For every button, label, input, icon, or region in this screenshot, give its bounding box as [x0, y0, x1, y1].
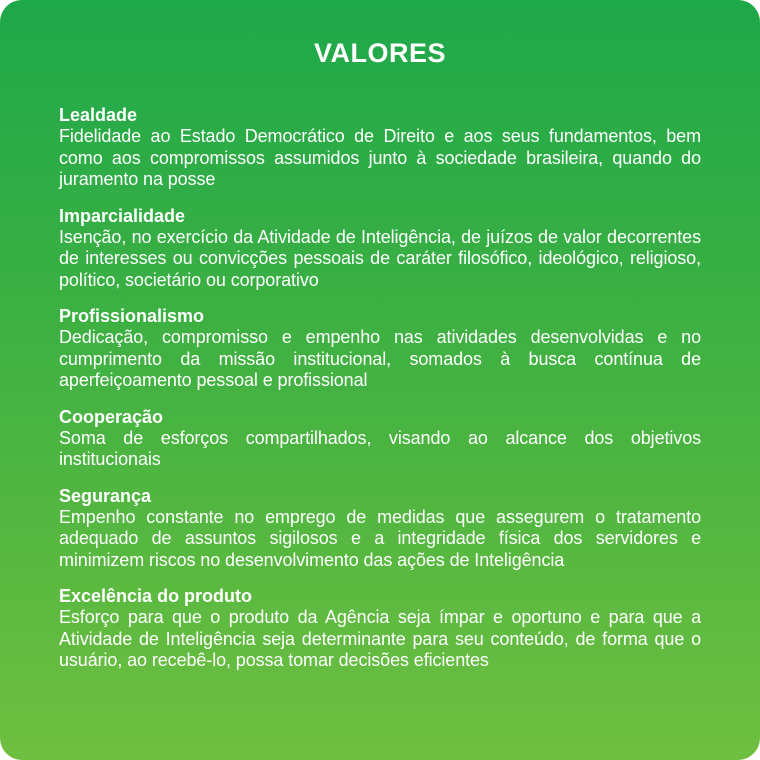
value-name: Segurança [59, 485, 152, 506]
value-description: Esforço para que o produto da Agência seja ímpar e oportuno e para que a Atividade de Inteligência seja determinante para seu conteúdo, de forma que o usuário, ao recebê-lo, possa tomar decisões eficientes [59, 607, 701, 670]
value-item-imparcialidade [59, 205, 701, 292]
value-item-excelencia-do-produto [59, 585, 701, 672]
values-list [59, 104, 701, 686]
value-description: Dedicação, compromisso e empenho nas atividades desenvolvidas e no cumprimento da missão institucional, somados à busca contínua de aperfeiçoamento pessoal e profissional [59, 327, 701, 390]
value-item-profissionalismo [59, 305, 701, 392]
value-description: Fidelidade ao Estado Democrático de Direito e aos seus fundamentos, bem como aos compromissos assumidos junto à sociedade brasileira, quando do juramento na posse [59, 126, 701, 189]
value-item-cooperacao [59, 406, 701, 471]
value-name: Cooperação [59, 406, 164, 427]
value-item-lealdade [59, 104, 701, 191]
value-name: Excelência do produto [59, 586, 253, 606]
value-description: Soma de esforços compartilhados, visando ao alcance dos objetivos institucionais [59, 427, 701, 469]
value-description: Empenho constante no emprego de medidas que assegurem o tratamento adequado de assuntos sigilosos e a integridade física dos servidores e minimizem riscos no desenvolvimento das ações de Inteligência [59, 506, 701, 570]
value-name: Lealdade [59, 105, 138, 125]
page-title: VALORES [313, 38, 446, 68]
value-description: Isenção, no exercício da Atividade de Inteligência, de juízos de valor decorrentes de interesses ou convicções pessoais de caráter filosófico, ideológico, religioso, político, societário ou corporativo [59, 226, 701, 290]
value-name: Imparcialidade [59, 205, 186, 226]
value-item-seguranca [59, 485, 701, 572]
value-name: Profissionalismo [59, 306, 205, 326]
